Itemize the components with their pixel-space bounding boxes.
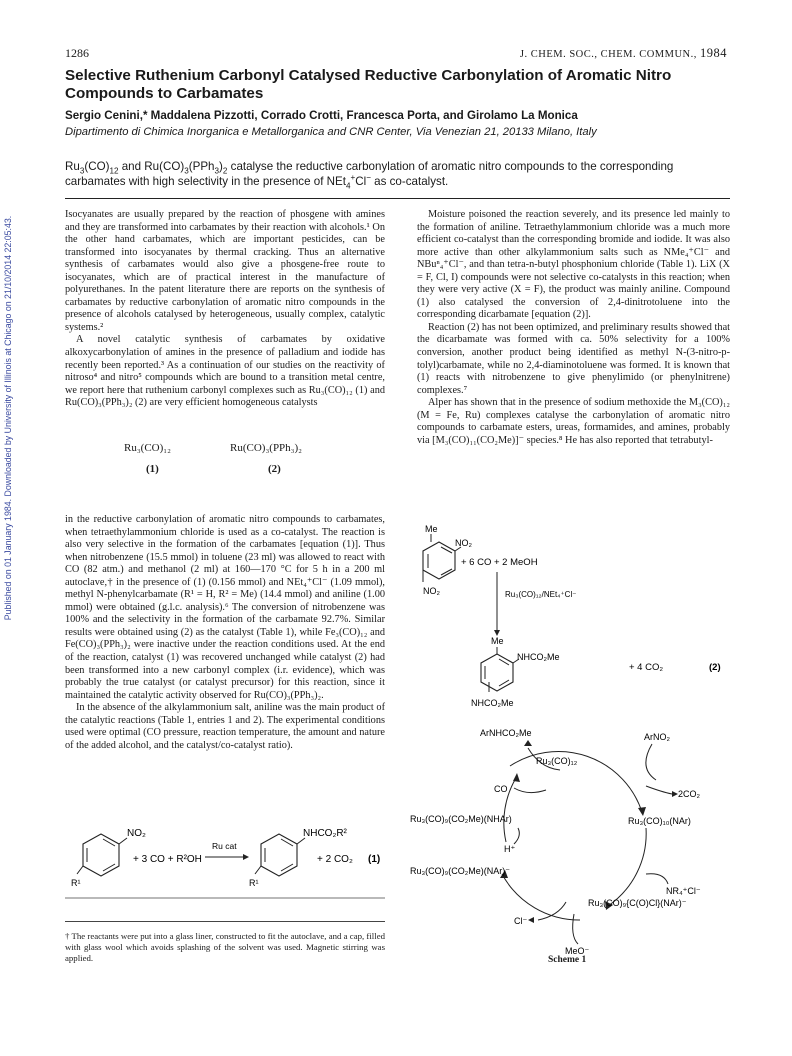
cycle-chloride-output: Cl⁻ [514,916,528,926]
download-notice-text: Published on 01 January 1984. Downloaded by University of Illinois at Chicago on 21/10/2014 22:05:43. [3,215,13,621]
equation-1 [65,822,390,912]
cl-exit-curve [538,902,566,920]
eq2-catalyst: Ru₃(CO)₁₂/NEt₄⁺Cl⁻ [505,590,577,599]
cycle-proton-input: H⁺ [504,844,516,854]
paragraph: Alper has shown that in the presence of sodium methoxide the M₃(CO)₁₂ (M = Fe, Ru) complexes catalyse the carbonylation of aromatic nitro compounds to carbamate esters, ureas, formamides, and amines, probably via [M₃(CO)₁₁(CO₂Me)]⁻ species.⁸ He has also reported that tetrabutyl- [417,397,730,446]
right-column [417,209,730,447]
compound-2-formula: Ru(CO)₃(PPh₃)₂ [230,442,303,454]
cycle-co-input: CO [494,784,508,794]
equation-2 [417,520,732,720]
cycle-species-bottom: Ru₃(CO)₉{C(O)Cl}(NAr)⁻ [588,898,687,908]
arno2-entry-curve [646,744,656,780]
scheme-caption: Scheme 1 [548,955,587,965]
left-column-upper [65,209,385,410]
cycle-species-top: Ru₃(CO)₁₂ [536,756,578,766]
cycle-product-carbamate: ArNHCO₂Me [480,728,532,738]
eq1-catalyst-label: Ru cat [212,841,237,851]
paragraph: Moisture poisoned the reaction severely, and its presence led mainly to the formation of aniline. Tetraethylammonium chloride was a much more efficient co-catalyst than the corresponding bromide and iodide. It was also more active than other alkylammonium salts such as NMe₄⁺Cl⁻ and NBuⁿ₄⁺Cl⁻, and than tetra-n-butyl phosphonium chloride (Table 1). LiX (X = F, Cl, I) compounds were not selective co-catalysts in this reaction; when they were very active (X = F), the product was mainly aniline. Compound (1) also catalysed the conversion of 2,4-dinitrotoluene into the corresponding dicarbamate [equation (2)]. [417,209,730,321]
journal-name: J. CHEM. SOC., CHEM. COMMUN., [519,49,700,60]
eq2-number: (2) [709,662,721,673]
eq1-reactant-substituent: R¹ [71,878,81,888]
cycle-methoxide-input: MeO⁻ [565,946,590,956]
download-notice-sidebar [2,188,14,648]
catalytic-cycle-scheme [410,724,732,956]
benzene-ring-icon [255,834,305,876]
eq1-reactant-group: NO₂ [127,828,146,839]
eq1-number: (1) [368,854,381,865]
eq2-methyl-product: Me [491,636,504,646]
eq2-carbamate-group-a: NHCO₂Me [517,652,560,662]
eq2-reagents: + 6 CO + 2 MeOH [461,557,538,568]
nr4cl-entry-curve [646,874,668,884]
eq2-carbamate-group-b: NHCO₂Me [471,698,514,708]
eq1-product-group: NHCO₂R² [303,828,347,839]
co2-exit-curve [646,786,672,794]
benzene-ring-icon [481,647,519,692]
author-affiliation: Dipartimento di Chimica Inorganica e Metallorganica and CNR Center, Via Venezian 21, 20133 Milano, Italy [65,126,597,138]
left-column-lower [65,514,385,752]
cycle-species-neutral: Ru₃(CO)₉(CO₂Me)(NHAr) [410,814,512,824]
compound-2-label: (2) [268,463,281,475]
journal-year: 1984 [700,46,727,60]
compound-formulae [110,442,350,500]
eq2-nitro-group-b: NO₂ [423,586,440,596]
paragraph: In the absence of the alkylammonium salt, aniline was the main product of the catalytic reactions (Table 1, entries 1 and 2). The experimental conditions used were optimal (CO pressure, reaction temperature, the amount and nature of the added alcohol, and the catalyst/co-catalyst ratio). [65,702,385,751]
cycle-arrowheads [500,740,678,923]
h-plus-entry-curve [514,828,519,844]
reaction-arrow-icon [205,854,249,860]
paragraph: in the reductive carbonylation of aromatic nitro compounds to carbamates, when tetraethylammonium chloride is used as a co-catalyst. The reaction is also very selective in the formation of the carbamates [equation (1)]. Thus when nitrobenzene (15.5 mmol) in toluene (23 ml) was allowed to react with CO (82 atm.) and methanol (2 ml) at 160—170 °C for 5 h in a 200 ml autoclave,† in the presence of (1) (0.156 mmol) and NEt₄⁺Cl⁻ (1.09 mmol), methyl N-phenylcarbamate (R¹ = H, R² = Me) (14.4 mmol) and aniline (1.00 mmol) were obtained (g.l.c. analysis).⁶ The conversion of nitrobenzene was 100% and the selectivity in the formation of the carbamate 92.7%. Similar results were obtained using (2) as the catalyst (Table 1), while Fe₃(CO)₁₂ and Fe(CO)₃(PPh₃)₂ were inactive under the reaction conditions used. At the end of the reaction, catalyst (1) was recovered unchanged while catalyst (2) had been transformed into a new carbonyl complex (i.r. evidence), which was probably the true catalyst (or catalyst precursor) for this reaction, since it maintained the catalytic activity observed for Ru(CO)₃(PPh₃)₂. [65,514,385,701]
reaction-arrow-icon [494,572,500,636]
compound-1-formula: Ru₃(CO)₁₂ [124,442,171,454]
cycle-species-right: Ru₃(CO)₁₀(NAr) [628,816,691,826]
author-list: Sergio Cenini,* Maddalena Pizzotti, Corrado Crotti, Francesca Porta, and Girolamo La Monica [65,109,578,122]
cycle-co2-output: 2CO₂ [678,789,700,799]
footnote: † The reactants were put into a glass liner, constructed to fit the autoclave, and a cap, filled with glass wool which avoids splashing of the solvent was used. Magnetic stirring was applied. [65,931,385,963]
compound-1-label: (1) [146,463,159,475]
eq2-methyl-label: Me [425,524,438,534]
cycle-arc-bottom-right [608,828,646,906]
eq1-reagents: + 3 CO + R²OH [133,854,202,865]
eq2-nitro-group-a: NO₂ [455,538,472,548]
footnote-rule [65,921,385,922]
abstract: $Ru_3(CO)_{12}$ and $Ru(CO)_3(PPh_3)_2$ catalyse the reductive carbonylation of aromatic nitro compounds to the corresponding carbamates with high selectivity in the presence of NEt$_4$+Cl− as co-catalyst. [65,160,674,190]
cycle-ammonium-input: NR₄⁺Cl⁻ [666,886,701,896]
page-number: 1286 [65,46,89,60]
paragraph: Reaction (2) has not been optimized, and preliminary results showed that the dicarbamate was formed with ca. 50% selectivity for a 100% conversion, another product being identified as methyl N-(3-nitro-p-tolyl)carbamate, while no 2,4-diaminotoluene was formed. It is known that (1) reacts with nitrobenzene to give phenylimido (or phenylnitrene) complexes.⁷ [417,321,730,396]
benzene-ring-icon [77,834,127,876]
running-header [65,46,727,62]
eq1-byproduct: + 2 CO₂ [317,854,353,865]
eq2-byproduct: + 4 CO₂ [629,662,664,673]
cycle-nitroarene-input: ArNO₂ [644,732,670,742]
paragraph: A novel catalytic synthesis of carbamates by oxidative alkoxycarbonylation of amines in the presence of palladium and iodide has recently been reported.³ As a continuation of our studies on the reactivity of nitroso⁴ and nitro⁵ compounds which are bound to a transition metal centre, we report here that ruthenium carbonyl complexes such as Ru₃(CO)₁₂ (1) and Ru(CO)₃(PPh₃)₂ (2) are very efficient homogeneous catalysts [65,334,385,409]
meo-entry-curve [573,914,578,944]
co-entry-curve [514,788,546,793]
cycle-species-anion: Ru₃(CO)₉(CO₂Me)(NAr)⁻ [410,866,510,876]
article-title: Selective Ruthenium Carbonyl Catalysed Reductive Carbonylation of Aromatic Nitro Compounds to Carbamates [65,67,672,102]
cycle-arc-bottom-left [502,874,580,920]
journal-reference [520,46,727,61]
section-rule [65,198,730,199]
paragraph: Isocyanates are usually prepared by the reaction of phosgene with amines and they are transformed into carbamates by their reaction with alcohols.¹ On the other hand carbamates, which are important pesticides, can be transformed into isocyanates by thermal cracking. Thus an alternative synthesis of carbamates would also give a phosgene-free route to isocyanates, which are of practical interest in the manufacture of polyurethanes. In the patent literature there are reports on the synthesis of carbamates by reductive carbonylation of aromatic nitro compounds in the presence of alcohols catalysed by heterogeneous, usually complex, catalytic systems.² [65,209,385,333]
eq1-product-substituent: R¹ [249,878,259,888]
